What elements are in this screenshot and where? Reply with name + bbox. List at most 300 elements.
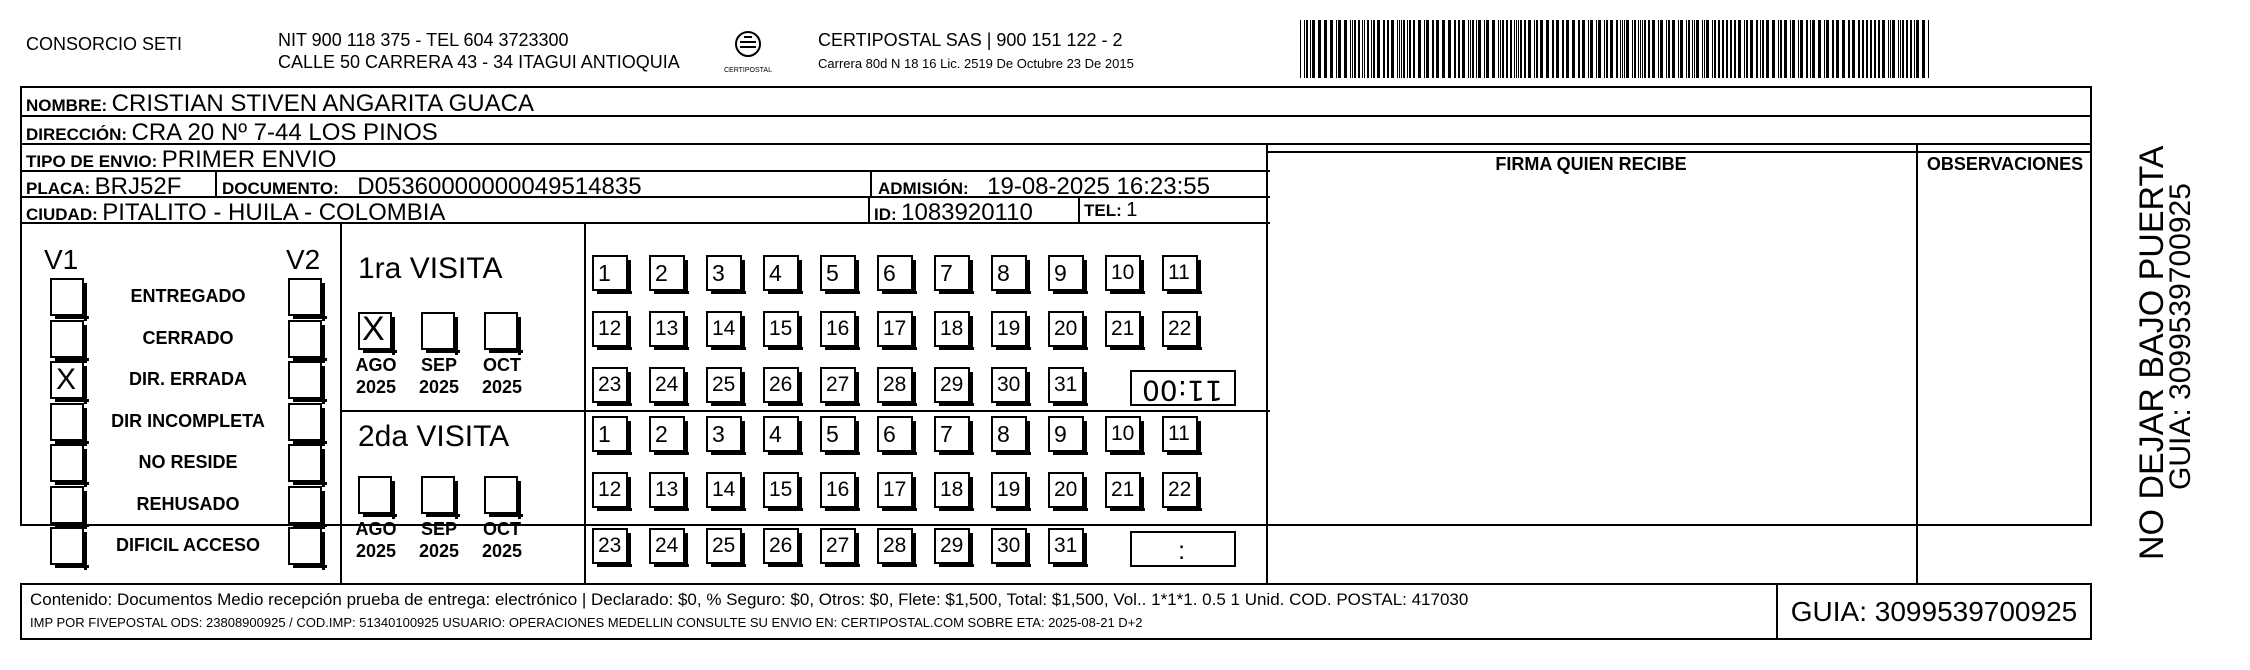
- guia-vertical: GUIA: 3099539700925: [2164, 183, 2197, 490]
- day-box[interactable]: 29: [934, 528, 970, 564]
- barcode-bar: [1354, 20, 1356, 78]
- day-box[interactable]: 26: [763, 528, 799, 564]
- barcode-bar: [1516, 20, 1517, 78]
- barcode-bar: [1352, 20, 1353, 78]
- month-checkbox[interactable]: [358, 476, 392, 514]
- barcode-bar: [1500, 20, 1501, 78]
- day-box[interactable]: 27: [820, 528, 856, 564]
- day-box[interactable]: 14: [706, 472, 742, 508]
- observaciones-header: OBSERVACIONES: [1926, 154, 2084, 174]
- barcode-bar: [1718, 20, 1720, 78]
- v1-header: V1: [44, 244, 79, 275]
- barcode-bar: [1616, 20, 1618, 78]
- nit-line: NIT 900 118 375 - TEL 604 3723300: [278, 30, 569, 50]
- barcode-bar: [1620, 20, 1621, 78]
- barcode-bar: [1634, 20, 1636, 78]
- day-box[interactable]: 10: [1105, 416, 1141, 452]
- day-box[interactable]: 8: [991, 255, 1027, 291]
- barcode-bar: [1484, 20, 1485, 78]
- day-box[interactable]: 2: [649, 416, 685, 452]
- month-label: [348, 354, 404, 398]
- barcode-bar: [1391, 20, 1394, 78]
- day-box[interactable]: 31: [1048, 367, 1084, 403]
- barcode: [1300, 20, 1940, 80]
- barcode-bar: [1498, 20, 1499, 78]
- status-label: DIR INCOMPLETA: [111, 410, 265, 431]
- barcode-bar: [1638, 20, 1639, 78]
- day-box[interactable]: 13: [649, 311, 685, 347]
- barcode-bar: [1454, 20, 1456, 78]
- barcode-bar: [1800, 20, 1803, 78]
- day-box[interactable]: 22: [1162, 472, 1198, 508]
- barcode-bar: [1762, 20, 1764, 78]
- barcode-bar: [1760, 20, 1761, 78]
- first-visit-time[interactable]: [1130, 370, 1236, 406]
- day-box[interactable]: 24: [649, 367, 685, 403]
- barcode-bar: [1922, 20, 1925, 78]
- certipostal-line: CERTIPOSTAL SAS | 900 151 122 - 2: [818, 30, 1123, 50]
- day-box[interactable]: 6: [877, 416, 913, 452]
- barcode-bar: [1660, 20, 1663, 78]
- day-box[interactable]: 11: [1162, 416, 1198, 452]
- barcode-bar: [1652, 20, 1655, 78]
- barcode-bar: [1336, 20, 1337, 78]
- month-year: 2025: [481, 377, 523, 397]
- month-name: AGO: [355, 519, 397, 539]
- barcode-bar: [1506, 20, 1508, 78]
- day-box[interactable]: 21: [1105, 311, 1141, 347]
- v1-checkbox[interactable]: [50, 361, 84, 399]
- barcode-bar: [1383, 20, 1385, 78]
- barcode-bar: [1806, 20, 1808, 78]
- barcode-bar: [1524, 20, 1526, 78]
- barcode-bar: [1780, 20, 1782, 78]
- day-box[interactable]: 8: [991, 416, 1027, 452]
- barcode-bar: [1688, 20, 1690, 78]
- v1-checkbox[interactable]: [50, 403, 84, 441]
- day-box[interactable]: 5: [820, 255, 856, 291]
- barcode-bar: [1373, 20, 1375, 78]
- barcode-bar: [1371, 20, 1372, 78]
- month-year: 2025: [418, 541, 460, 561]
- day-box[interactable]: 29: [934, 367, 970, 403]
- v2-checkbox[interactable]: [288, 361, 322, 399]
- barcode-bar: [1310, 20, 1311, 78]
- barcode-bar: [1906, 20, 1908, 78]
- barcode-bar: [1878, 20, 1880, 78]
- first-visit-time-value: 11:00: [1142, 374, 1223, 407]
- barcode-bar: [1407, 20, 1408, 78]
- v1-checkbox[interactable]: [50, 444, 84, 482]
- barcode-bar: [1632, 20, 1633, 78]
- barcode-bar: [1694, 20, 1695, 78]
- day-box[interactable]: 16: [820, 311, 856, 347]
- day-box[interactable]: 13: [649, 472, 685, 508]
- barcode-bar: [1640, 20, 1641, 78]
- day-box[interactable]: 9: [1048, 255, 1084, 291]
- day-box[interactable]: 23: [592, 367, 628, 403]
- documento-label: DOCUMENTO:: [222, 179, 339, 198]
- barcode-bar: [1714, 20, 1716, 78]
- ciudad-label: CIUDAD:: [26, 205, 98, 224]
- v2-checkbox[interactable]: [288, 486, 322, 524]
- barcode-bar: [1418, 20, 1421, 78]
- v2-header: V2: [286, 244, 321, 275]
- day-box[interactable]: 19: [991, 311, 1027, 347]
- day-box[interactable]: 16: [820, 472, 856, 508]
- day-box[interactable]: 22: [1162, 311, 1198, 347]
- day-box[interactable]: 30: [991, 528, 1027, 564]
- company-name: CONSORCIO SETI: [26, 34, 183, 54]
- firma-header: FIRMA QUIEN RECIBE: [1495, 154, 1687, 174]
- barcode-bar: [1826, 20, 1829, 78]
- status-label: DIR. ERRADA: [128, 369, 247, 389]
- month-name: OCT: [483, 519, 521, 539]
- barcode-bar: [1377, 20, 1380, 78]
- barcode-bar: [1413, 20, 1415, 78]
- barcode-bar: [1492, 20, 1495, 78]
- barcode-bar: [1578, 20, 1580, 78]
- barcode-bar: [1344, 20, 1347, 78]
- barcode-bar: [1842, 20, 1845, 78]
- month-name: AGO: [355, 355, 397, 375]
- barcode-bar: [1399, 20, 1400, 78]
- month-label: [474, 518, 530, 562]
- barcode-bar: [1712, 20, 1713, 78]
- barcode-bar: [1432, 20, 1434, 78]
- barcode-bar: [1462, 20, 1465, 78]
- month-mark: X: [362, 310, 385, 348]
- barcode-bar: [1458, 20, 1460, 78]
- barcode-bar: [1672, 20, 1675, 78]
- day-box[interactable]: 17: [877, 311, 913, 347]
- barcode-bar: [1778, 20, 1779, 78]
- day-box[interactable]: 18: [934, 311, 970, 347]
- barcode-bar: [1692, 20, 1693, 78]
- barcode-bar: [1680, 20, 1683, 78]
- id-value: 1083920110: [901, 199, 1033, 226]
- barcode-bar: [1442, 20, 1445, 78]
- day-box[interactable]: 30: [991, 367, 1027, 403]
- v2-checkbox[interactable]: [288, 320, 322, 358]
- status-label: REHUSADO: [136, 493, 240, 514]
- barcode-bar: [1824, 20, 1825, 78]
- barcode-bar: [1900, 20, 1901, 78]
- barcode-bar: [1818, 20, 1821, 78]
- barcode-bar: [1658, 20, 1659, 78]
- no-dejar-bajo-puerta: NO DEJAR BAJO PUERTA: [2133, 145, 2171, 560]
- day-box[interactable]: 27: [820, 367, 856, 403]
- barcode-bar: [1403, 20, 1405, 78]
- observaciones-area[interactable]: [1918, 178, 2090, 582]
- barcode-bar: [1528, 20, 1531, 78]
- barcode-bar: [1401, 20, 1402, 78]
- month-checkbox[interactable]: [358, 312, 392, 350]
- barcode-bar: [1862, 20, 1864, 78]
- barcode-bar: [1304, 20, 1305, 78]
- day-box[interactable]: 14: [706, 311, 742, 347]
- barcode-bar: [1520, 20, 1522, 78]
- barcode-bar: [1848, 20, 1850, 78]
- logo-text: CERTIPOSTAL: [724, 67, 772, 74]
- barcode-bar: [1902, 20, 1904, 78]
- barcode-bar: [1792, 20, 1795, 78]
- barcode-bar: [1300, 20, 1301, 78]
- day-box[interactable]: 10: [1105, 255, 1141, 291]
- v2-checkbox[interactable]: [288, 527, 322, 565]
- barcode-bar: [1362, 20, 1363, 78]
- barcode-bar: [1622, 20, 1623, 78]
- month-checkbox[interactable]: [484, 312, 518, 350]
- month-label: [348, 518, 404, 562]
- barcode-bar: [1540, 20, 1543, 78]
- barcode-bar: [1882, 20, 1885, 78]
- barcode-bar: [1518, 20, 1519, 78]
- barcode-bar: [1448, 20, 1451, 78]
- barcode-bar: [1397, 20, 1398, 78]
- day-box[interactable]: 7: [934, 416, 970, 452]
- first-visit-title: 1ra VISITA: [358, 252, 503, 285]
- barcode-bar: [1590, 20, 1593, 78]
- barcode-bar: [1750, 20, 1753, 78]
- barcode-bar: [1648, 20, 1650, 78]
- admision-value: 19-08-2025 16:23:55: [987, 173, 1210, 200]
- barcode-bar: [1610, 20, 1613, 78]
- month-checkbox[interactable]: [484, 476, 518, 514]
- barcode-bar: [1810, 20, 1811, 78]
- barcode-bar: [1898, 20, 1899, 78]
- barcode-bar: [1756, 20, 1758, 78]
- day-box[interactable]: 15: [763, 472, 799, 508]
- barcode-bar: [1596, 20, 1597, 78]
- barcode-bar: [1722, 20, 1724, 78]
- placa-value: BRJ52F: [94, 173, 182, 200]
- barcode-bar: [1706, 20, 1709, 78]
- barcode-bar: [1704, 20, 1705, 78]
- barcode-bar: [1892, 20, 1895, 78]
- month-year: 2025: [355, 541, 397, 561]
- barcode-bar: [1472, 20, 1474, 78]
- direccion-value: CRA 20 Nº 7-44 LOS PINOS: [131, 119, 438, 146]
- day-box[interactable]: 9: [1048, 416, 1084, 452]
- barcode-bar: [1552, 20, 1554, 78]
- barcode-bar: [1510, 20, 1512, 78]
- barcode-bar: [1387, 20, 1389, 78]
- barcode-bar: [1598, 20, 1601, 78]
- placa-label: PLACA:: [26, 179, 91, 198]
- barcode-bar: [1852, 20, 1855, 78]
- barcode-bar: [1536, 20, 1538, 78]
- month-name: SEP: [420, 355, 458, 375]
- day-box[interactable]: 1: [592, 416, 628, 452]
- tipo-envio-value: PRIMER ENVIO: [161, 146, 337, 173]
- imp-line: IMP POR FIVEPOSTAL ODS: 23808900925 / COD.IMP: 51340100925 USUARIO: OPERACIONES MEDELLIN CONSULTE SU ENVIO EN: CERTIPOSTAL.COM SOBRE ETA: 2025-08-21 D+2: [30, 615, 1143, 630]
- month-checkbox[interactable]: [421, 312, 455, 350]
- barcode-bar: [1367, 20, 1369, 78]
- barcode-bar: [1534, 20, 1535, 78]
- barcode-bar: [1588, 20, 1589, 78]
- barcode-bar: [1330, 20, 1333, 78]
- barcode-bar: [1914, 20, 1915, 78]
- month-label: [411, 354, 467, 398]
- barcode-bar: [1726, 20, 1728, 78]
- day-box[interactable]: 20: [1048, 472, 1084, 508]
- v1-checkbox[interactable]: [50, 320, 84, 358]
- barcode-bar: [1426, 20, 1429, 78]
- day-box[interactable]: 2: [649, 255, 685, 291]
- barcode-bar: [1874, 20, 1876, 78]
- v2-checkbox[interactable]: [288, 278, 322, 316]
- barcode-bar: [1798, 20, 1799, 78]
- v1-checkbox[interactable]: [50, 527, 84, 565]
- barcode-bar: [1514, 20, 1515, 78]
- barcode-bar: [1624, 20, 1625, 78]
- second-visit-time-value: :: [1178, 535, 1186, 565]
- documento-value: D05360000000049514835: [357, 173, 642, 200]
- barcode-bar: [1730, 20, 1732, 78]
- certipostal-logo: [718, 28, 778, 78]
- barcode-bar: [1696, 20, 1699, 78]
- barcode-bar: [1478, 20, 1481, 78]
- day-box[interactable]: 4: [763, 416, 799, 452]
- day-box[interactable]: 4: [763, 255, 799, 291]
- barcode-bar: [1772, 20, 1775, 78]
- day-box[interactable]: 6: [877, 255, 913, 291]
- barcode-bar: [1582, 20, 1585, 78]
- barcode-bar: [1338, 20, 1341, 78]
- barcode-bar: [1668, 20, 1670, 78]
- day-box[interactable]: 23: [592, 528, 628, 564]
- barcode-bar: [1306, 20, 1308, 78]
- barcode-bar: [1928, 20, 1929, 78]
- barcode-bar: [1604, 20, 1605, 78]
- barcode-bar: [1409, 20, 1411, 78]
- day-box[interactable]: 12: [592, 311, 628, 347]
- barcode-bar: [1734, 20, 1736, 78]
- barcode-bar: [1866, 20, 1868, 78]
- barcode-bar: [1888, 20, 1889, 78]
- barcode-bar: [1702, 20, 1703, 78]
- barcode-bar: [1836, 20, 1839, 78]
- month-label: [411, 518, 467, 562]
- barcode-bar: [1916, 20, 1919, 78]
- day-box[interactable]: 19: [991, 472, 1027, 508]
- tel-value: 1: [1126, 199, 1138, 221]
- day-box[interactable]: 3: [706, 255, 742, 291]
- barcode-bar: [1626, 20, 1629, 78]
- barcode-bar: [1738, 20, 1741, 78]
- day-box[interactable]: 24: [649, 528, 685, 564]
- barcode-bar: [1546, 20, 1549, 78]
- v2-checkbox[interactable]: [288, 403, 322, 441]
- barcode-bar: [1678, 20, 1679, 78]
- barcode-bar: [1686, 20, 1687, 78]
- month-name: SEP: [420, 519, 458, 539]
- day-box[interactable]: 26: [763, 367, 799, 403]
- day-box[interactable]: 11: [1162, 255, 1198, 291]
- barcode-bar: [1766, 20, 1769, 78]
- direccion-label: DIRECCIÓN:: [26, 125, 128, 144]
- v1-mark: X: [56, 363, 77, 396]
- month-year: 2025: [355, 377, 397, 397]
- contenido-line: Contenido: Documentos Medio recepción prueba de entrega: electrónico | Declarado: $0, % Seguro: $0, Otros: $0, Flete: $1,500, Total: $1,500, Vol.. 1*1*1. 0.5 1 Unid. COD. POSTAL: 417030: [30, 590, 1469, 609]
- day-box[interactable]: 7: [934, 255, 970, 291]
- day-box[interactable]: 25: [706, 367, 742, 403]
- barcode-bar: [1364, 20, 1365, 78]
- day-box[interactable]: 18: [934, 472, 970, 508]
- barcode-bar: [1470, 20, 1471, 78]
- barcode-bar: [1502, 20, 1504, 78]
- day-box[interactable]: 5: [820, 416, 856, 452]
- barcode-bar: [1666, 20, 1667, 78]
- barcode-bar: [1424, 20, 1425, 78]
- barcode-bar: [1436, 20, 1439, 78]
- barcode-bar: [1812, 20, 1815, 78]
- barcode-bar: [1832, 20, 1834, 78]
- status-label: NO RESIDE: [138, 452, 238, 472]
- id-label: ID:: [874, 205, 897, 224]
- barcode-bar: [1476, 20, 1477, 78]
- barcode-bar: [1468, 20, 1469, 78]
- barcode-bar: [1350, 20, 1351, 78]
- v2-checkbox[interactable]: [288, 444, 322, 482]
- tel-label: TEL:: [1084, 201, 1122, 220]
- tipo-envio-label: TIPO DE ENVIO:: [26, 152, 158, 171]
- status-label: CERRADO: [142, 327, 234, 348]
- day-box[interactable]: 17: [877, 472, 913, 508]
- barcode-bar: [1910, 20, 1912, 78]
- signature-area[interactable]: [1268, 178, 1914, 582]
- second-visit-time[interactable]: [1130, 531, 1236, 567]
- month-name: OCT: [483, 355, 521, 375]
- day-box[interactable]: 15: [763, 311, 799, 347]
- barcode-bar: [1644, 20, 1646, 78]
- barcode-bar: [1318, 20, 1321, 78]
- month-checkbox[interactable]: [421, 476, 455, 514]
- month-label: [474, 354, 530, 398]
- day-box[interactable]: 12: [592, 472, 628, 508]
- barcode-bar: [1790, 20, 1791, 78]
- barcode-bar: [1784, 20, 1787, 78]
- v1-checkbox[interactable]: [50, 278, 84, 316]
- day-box[interactable]: 31: [1048, 528, 1084, 564]
- address-line: CALLE 50 CARRERA 43 - 34 ITAGUI ANTIOQUIA: [278, 52, 680, 72]
- barcode-bar: [1744, 20, 1745, 78]
- barcode-bar: [1566, 20, 1569, 78]
- ciudad-value: PITALITO - HUILA - COLOMBIA: [102, 199, 446, 226]
- day-box[interactable]: 28: [877, 528, 913, 564]
- barcode-bar: [1562, 20, 1564, 78]
- month-year: 2025: [418, 377, 460, 397]
- barcode-bar: [1324, 20, 1327, 78]
- status-label: ENTREGADO: [130, 286, 246, 306]
- day-box[interactable]: 20: [1048, 311, 1084, 347]
- barcode-bar: [1642, 20, 1643, 78]
- status-label: DIFICIL ACCESO: [115, 535, 260, 555]
- day-box[interactable]: 28: [877, 367, 913, 403]
- day-box[interactable]: 1: [592, 255, 628, 291]
- second-visit-title: 2da VISITA: [358, 420, 510, 453]
- barcode-bar: [1606, 20, 1608, 78]
- barcode-bar: [1572, 20, 1575, 78]
- day-box[interactable]: 21: [1105, 472, 1141, 508]
- day-box[interactable]: 3: [706, 416, 742, 452]
- v1-checkbox[interactable]: [50, 486, 84, 524]
- guia-footer: GUIA: 3099539700925: [1790, 596, 2078, 627]
- day-box[interactable]: 25: [706, 528, 742, 564]
- barcode-bar: [1312, 20, 1315, 78]
- nombre-value: CRISTIAN STIVEN ANGARITA GUACA: [111, 90, 534, 117]
